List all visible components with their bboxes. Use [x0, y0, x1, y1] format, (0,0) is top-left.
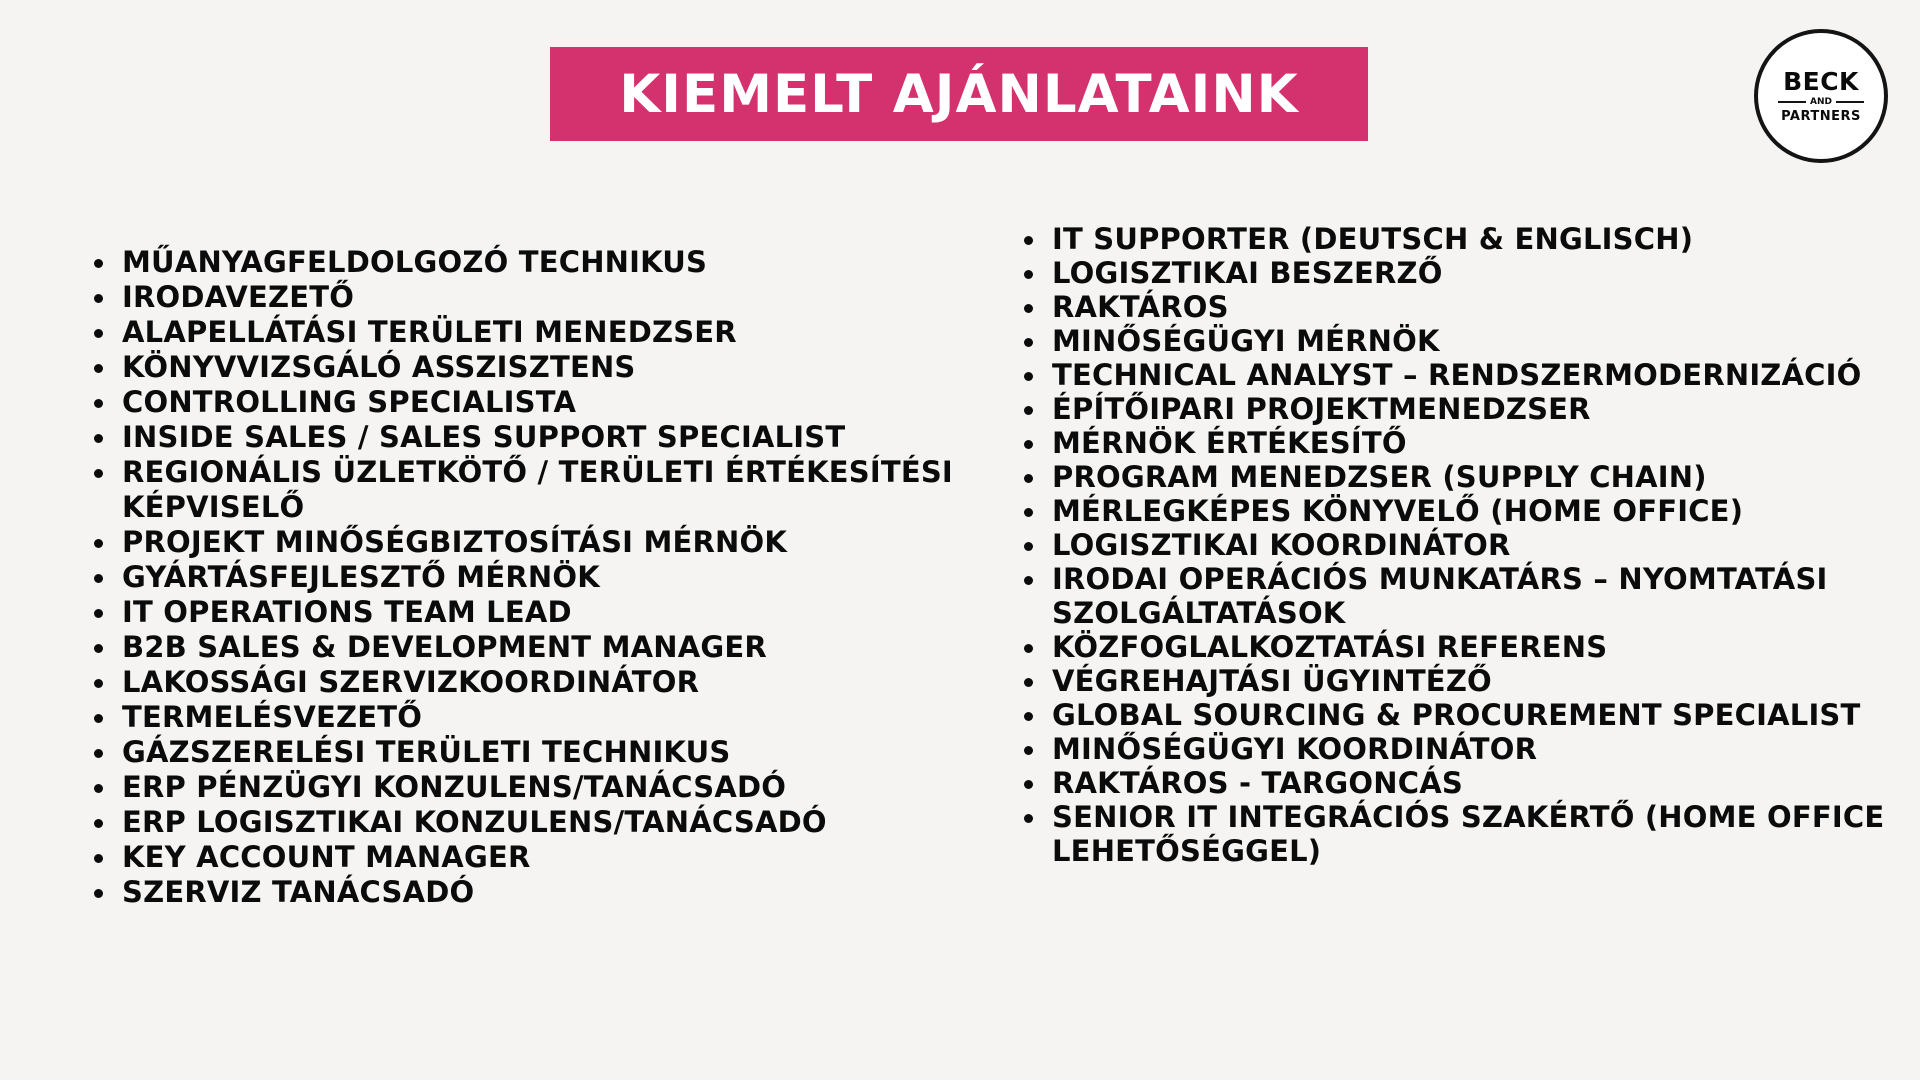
job-item: B2B SALES & DEVELOPMENT MANAGER [94, 630, 1004, 665]
beck-and-partners-logo [1754, 29, 1888, 163]
job-item: GLOBAL SOURCING & PROCUREMENT SPECIALIST [1024, 698, 1904, 732]
page-title: KIEMELT AJÁNLATAINK [619, 63, 1299, 125]
job-item: TERMELÉSVEZETŐ [94, 700, 1004, 735]
job-item: MINŐSÉGÜGYI MÉRNÖK [1024, 324, 1904, 358]
job-item: KÖNYVVIZSGÁLÓ ASSZISZTENS [94, 350, 1004, 385]
job-item: IT SUPPORTER (DEUTSCH & ENGLISCH) [1024, 222, 1904, 256]
job-item: KEY ACCOUNT MANAGER [94, 840, 1004, 875]
job-item: GYÁRTÁSFEJLESZTŐ MÉRNÖK [94, 560, 1004, 595]
job-item: ERP LOGISZTIKAI KONZULENS/TANÁCSADÓ [94, 805, 1004, 840]
job-item: REGIONÁLIS ÜZLETKÖTŐ / TERÜLETI ÉRTÉKESÍTÉSI KÉPVISELŐ [94, 455, 1004, 525]
job-item: PROJEKT MINŐSÉGBIZTOSÍTÁSI MÉRNÖK [94, 525, 1004, 560]
logo-text-middle: AND [1810, 96, 1832, 107]
job-item: ALAPELLÁTÁSI TERÜLETI MENEDZSER [94, 315, 1004, 350]
job-item: KÖZFOGLALKOZTATÁSI REFERENS [1024, 630, 1904, 664]
job-item: INSIDE SALES / SALES SUPPORT SPECIALIST [94, 420, 1004, 455]
job-item: MINŐSÉGÜGYI KOORDINÁTOR [1024, 732, 1904, 766]
logo-divider-line-left [1778, 101, 1806, 103]
job-item: SZERVIZ TANÁCSADÓ [94, 875, 1004, 910]
logo-divider-line-right [1836, 101, 1864, 103]
job-item: TECHNICAL ANALYST – RENDSZERMODERNIZÁCIÓ [1024, 358, 1904, 392]
job-item: LAKOSSÁGI SZERVIZKOORDINÁTOR [94, 665, 1004, 700]
job-item: LOGISZTIKAI BESZERZŐ [1024, 256, 1904, 290]
title-banner [550, 47, 1368, 141]
job-item: ERP PÉNZÜGYI KONZULENS/TANÁCSADÓ [94, 770, 1004, 805]
job-item: RAKTÁROS [1024, 290, 1904, 324]
logo-divider [1778, 97, 1864, 107]
job-item: MŰANYAGFELDOLGOZÓ TECHNIKUS [94, 245, 1004, 280]
job-item: RAKTÁROS - TARGONCÁS [1024, 766, 1904, 800]
job-item: PROGRAM MENEDZSER (SUPPLY CHAIN) [1024, 460, 1904, 494]
logo-text-bottom: PARTNERS [1781, 108, 1861, 124]
job-item: SENIOR IT INTEGRÁCIÓS SZAKÉRTŐ (HOME OFFICE LEHETŐSÉGGEL) [1024, 800, 1904, 868]
job-item: MÉRNÖK ÉRTÉKESÍTŐ [1024, 426, 1904, 460]
job-item: VÉGREHAJTÁSI ÜGYINTÉZŐ [1024, 664, 1904, 698]
logo-text-top: BECK [1783, 66, 1859, 96]
job-item: LOGISZTIKAI KOORDINÁTOR [1024, 528, 1904, 562]
job-item: IT OPERATIONS TEAM LEAD [94, 595, 1004, 630]
job-item: IRODAVEZETŐ [94, 280, 1004, 315]
job-item: ÉPÍTŐIPARI PROJEKTMENEDZSER [1024, 392, 1904, 426]
job-item: GÁZSZERELÉSI TERÜLETI TECHNIKUS [94, 735, 1004, 770]
job-list-right [1024, 222, 1904, 868]
job-item: MÉRLEGKÉPES KÖNYVELŐ (HOME OFFICE) [1024, 494, 1904, 528]
job-list-left [94, 245, 1004, 910]
job-item: IRODAI OPERÁCIÓS MUNKATÁRS – NYOMTATÁSI SZOLGÁLTATÁSOK [1024, 562, 1904, 630]
job-item: CONTROLLING SPECIALISTA [94, 385, 1004, 420]
